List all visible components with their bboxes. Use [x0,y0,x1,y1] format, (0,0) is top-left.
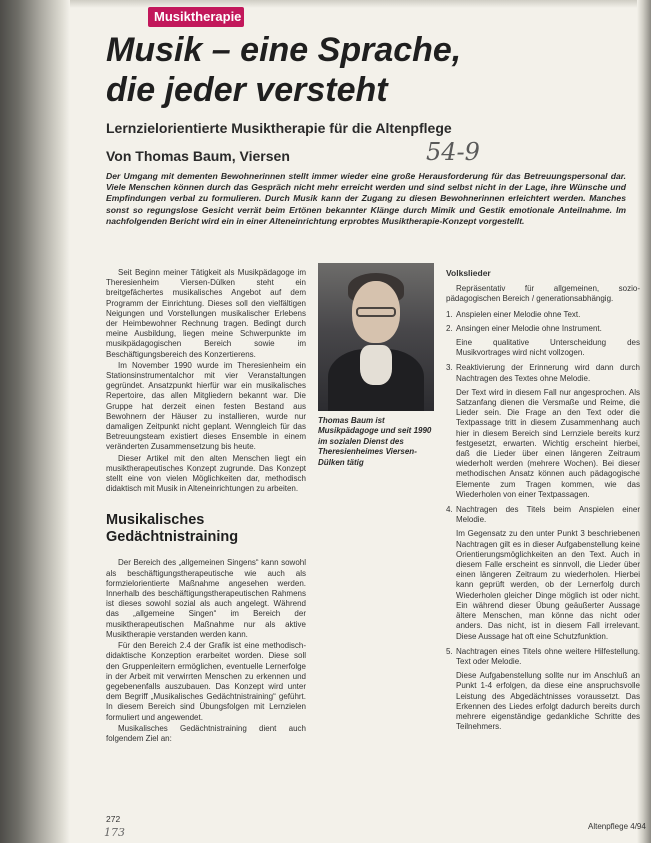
title-line-1: Musik – eine Sprache, [106,31,462,69]
handwritten-page-number: 173 [104,826,125,839]
photo-caption: Thomas Baum ist Musikpädagoge und seit 1990 im sozialen Dienst des Theresienheimes Viersen-Dülken tätig [318,416,432,467]
list-item [446,324,640,334]
body-paragraph: Dieser Artikel mit den alten Menschen liegt ein musiktherapeutisches Konzept zugrunde. Das Konzept stellt eine von vielen Möglichkeiten dar, methodisch didaktisch mit Musik in Alteneinrichtungen zu arbeiten. [106,453,306,494]
magazine-footer: Altenpflege 4/94 [588,822,646,831]
list-item-text: Anspielen einer Melodie ohne Text. [456,309,581,319]
list-item-text: Reaktivierung der Erinnerung wird dann durch Nachtragen des Textes ohne Melodie. [456,363,640,383]
list-item-detail: Eine qualitative Unterscheidung des Musikvortrages wird nicht vollzogen. [456,338,640,358]
title-line-2: die jeder versteht [106,71,388,109]
list-item-text: Nachtragen des Titels beim Anspielen einer Melodie. [456,505,640,525]
list-item-text: Ansingen einer Melodie ohne Instrument. [456,323,602,333]
author-line: Von Thomas Baum, Viersen [106,148,290,164]
list-heading: Volkslieder [446,268,491,278]
intro-paragraph: Der Umgang mit dementen Bewohnerinnen stellt immer wieder eine große Herausforderung für das Betreuungspersonal dar. Viele Menschen können durch das Gespräch nicht mehr erreicht werden und sind selbst nicht in der Lage, ihre Wünsche und Empfindungen verbal zu formulieren. Durch Musik kann der Zugang zu diesen Bewohnerinnen erleichtert werden. Manches sonst so regungslose Gesicht verrät beim Ertönen bekannter Klänge durch Mimik und Gestik emotionale Anteilnahme. Im nachfolgenden Bericht wird ein in einer Alteneinrichtung erprobtes Musiktherapie-Konzept vorgestellt. [106,171,626,226]
list-item [446,505,640,525]
body-paragraph: Musikalisches Gedächtnistraining dient auch folgendem Ziel an: [106,723,306,743]
body-paragraph: Im November 1990 wurde im Theresienheim ein Stationsinstrumentalchor mit vier Veranstaltungen gegründet. Ansatzpunkt hierfür war ein musikalisches Repertoire, das allen Mitgliedern bekannt war. Die Gruppe hat derzeit einen festen Bestand aus Bewohnern der Häuser zu installieren, wurde nur damaligen Zeitpunkt nicht geplant. Wenngleich für das Betreuungsteam existiert dieses Ensemble in einem veränderten Zusammensetzung bis heute. [106,360,306,452]
list-item-detail: Im Gegensatz zu den unter Punkt 3 beschriebenen Nachtragen gilt es in dieser Aufgabenstellung keine Orientierungsmöglichkeiten an den Text. Auch in diesem Falle erscheint es sinnvoll, die Lieder über einen längeren Zeitraum zu wiederholen. Hierbei kann geprüft werden, ob der Lernerfolg durch Wiederholen gleicher Dinge möglich ist oder nicht. Ein während dieser Übung geäußerter Aussage ältere Menschen, man könne das nicht oder anders. Das nicht, ist in diesem Fall irrelevant. Diese Aussage hat oft eine Schutzfunktion. [456,529,640,641]
list-item-number: 4. [446,505,453,515]
body-paragraph: Der Bereich des „allgemeinen Singens“ kann sowohl als beschäftigungstherapeutische wie auch als formzielorientierte Maßnahme angesehen werden. Innerhalb des beschäftigungstherapeutischen Rahmens ist dieses sowohl sozial als auch angelegt. Während das „allgemeine Singen“ im Bereich der musiktherapeutischen Maßnahme nur als aktive Musiktherapie verstanden werden kann. [106,558,306,639]
list-item-detail: Der Text wird in diesem Fall nur angesprochen. Als Satzanfang dienen die Versmaße und Reime, die Lieder sein. Die Frage an den Text oder die Textpassage tritt in diesem Zusammenhang auch hier in diesem Bereich sind Lernziele bereits kurz festgesetzt, erwarten. Wichtig erscheint hierbei, daß die Lieder über einen längeren Zeitraum wiederholt werden (mehrere Wochen). Bei dieser methodischen Ansatz können auch pädagogische Elemente zum Tragen kommen, wie das Wiederholen von einer Textpassagen. [456,387,640,499]
list-intro: Repräsentativ für allgemeinen, sozio-pädagogischen Bereich / generationsabhängig. [446,284,640,304]
list-item-number: 5. [446,646,453,656]
article-subtitle: Lernzielorientierte Musiktherapie für die Altenpflege [106,120,452,136]
body-paragraph: Seit Beginn meiner Tätigkeit als Musikpädagoge im Theresienheim Viersen-Dülken steht ein breitgefächertes musikalisches Angebot auf dem Programm der Einrichtung. Dieses soll den vielfältigen Neigungen und Vorstellungen musikalischer Erlebens der Heimbewohner Rechnung tragen. Bedingt durch meine Ausbildung, liegen meine Schwerpunkte im musikpädagogischen Bereich sowie im Beschäftigungsbereich des Konzertierens. [106,268,306,359]
body-paragraph: Für den Bereich 2.4 der Grafik ist eine methodisch-didaktische Konzeption erarbeitet worden. Diese soll den Gruppenleitern ermöglichen, eventuelle Lernerfolge in der Arbeit mit verwirrten Menschen zu erkennen und gegebenenfalls auszubauen. Das Konzept wird unter dem Begriff „Musikalisches Gedächtnistraining“ geführt. In diesem Bereich sind Übungsfolgen mit Lernzielen formuliert und angewendet. [106,641,306,722]
article-title [106,30,606,110]
list-item-number: 2. [446,323,453,333]
list-item-number: 1. [446,309,453,319]
scan-binding-shadow [0,0,70,843]
page-number: 272 [106,814,121,824]
list-item-detail: Diese Aufgabenstellung sollte nur im Anschluß an Punkt 1-4 erfolgen, da diese eine anspruchsvolle Leistung des Abgedächtnisses voraussetzt. Das Erkennen des Liedes erfolgt dadurch bereits durch mehrere eigenständige gedankliche Schritte des Teilnehmers. [456,671,640,732]
section-heading: Musikalisches Gedächtnistraining [106,512,239,546]
author-photo [318,263,434,411]
handwritten-note: 54-9 [426,138,480,166]
list-item-number: 3. [446,363,453,373]
list-item [446,647,640,667]
column-right [446,268,640,737]
list-item-text: Nachtragen eines Titels ohne weitere Hilfestellung. Text oder Melodie. [456,646,640,666]
category-tag: Musiktherapie [148,7,244,27]
list-item [446,363,640,383]
glasses-shape [356,307,396,317]
list-item [446,310,640,320]
column-left [106,268,306,745]
